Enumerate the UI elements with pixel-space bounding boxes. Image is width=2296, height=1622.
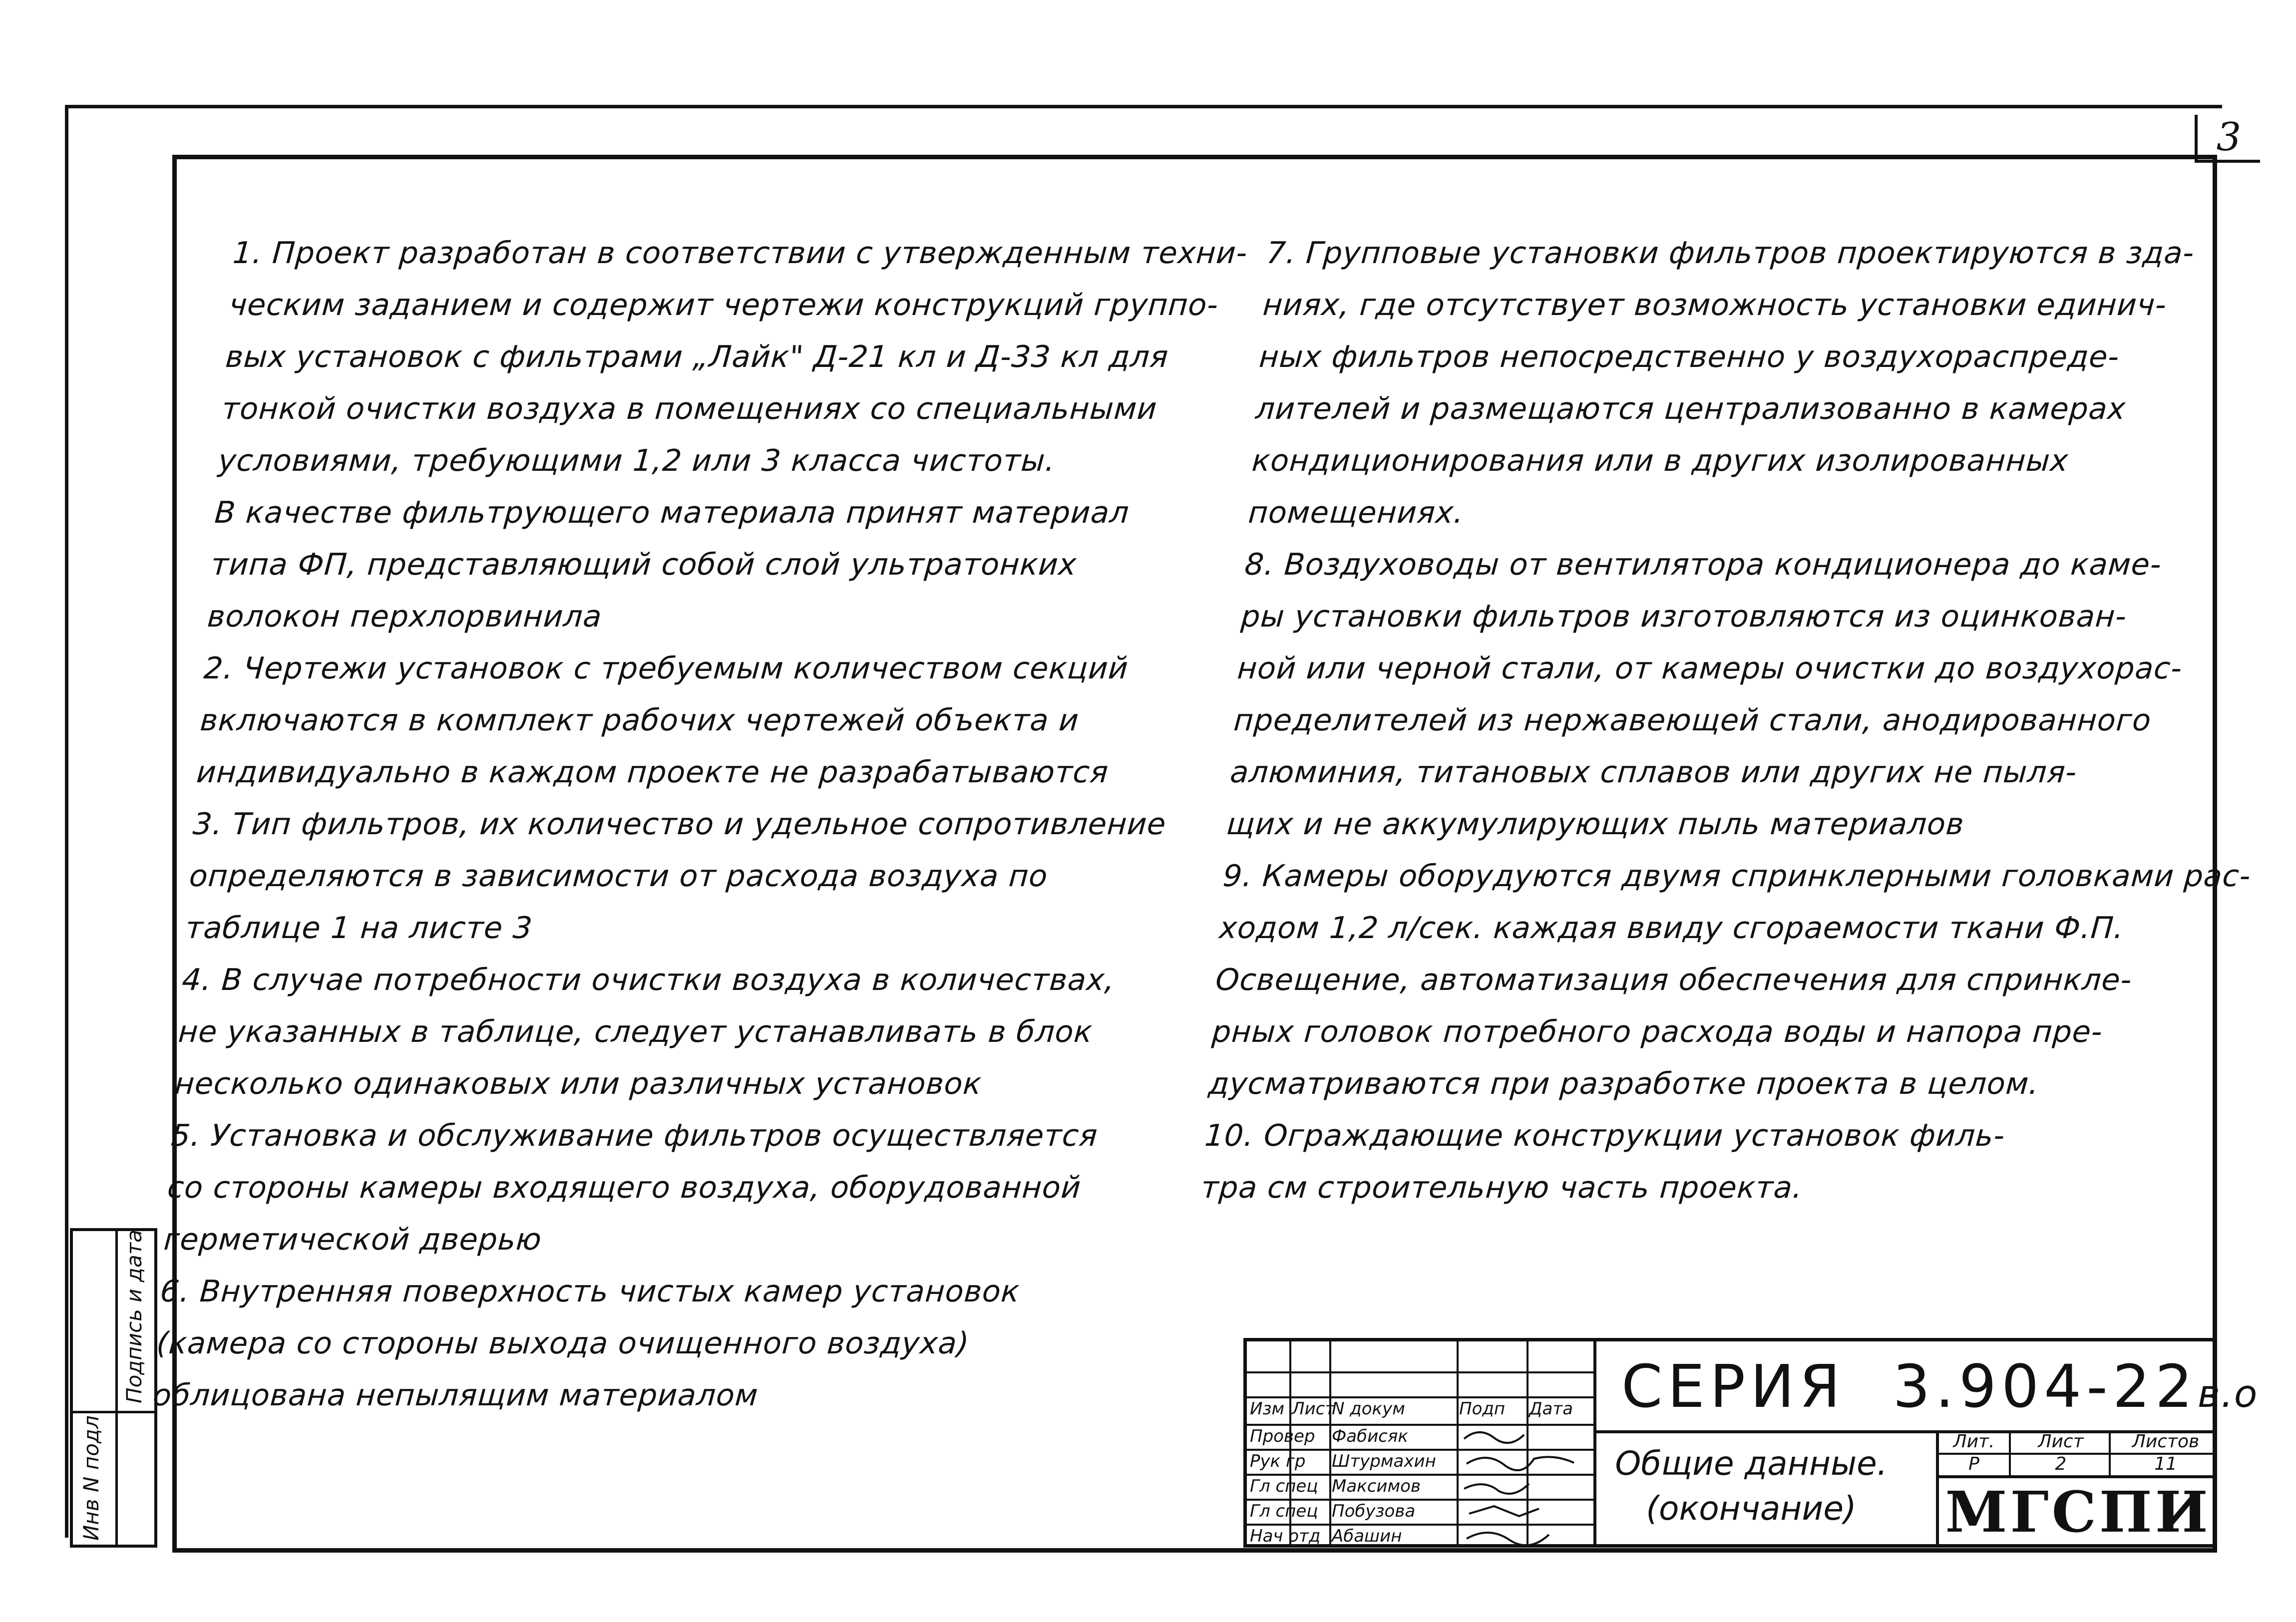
note-line: 9. Камеры оборудуются двумя спринклерными головками рас- [1221, 859, 2252, 894]
name-3: Максимов [1332, 1476, 1421, 1496]
header-ndokum: N докум [1332, 1399, 1405, 1419]
note-line: 5. Установка и обслуживание фильтров осуществляется [170, 1118, 1099, 1153]
signatures-grid [1247, 1341, 1596, 1544]
note-line: 8. Воздуховоды от вентилятора кондиционера до каме- [1243, 547, 2163, 582]
note-line: В качестве фильтрующего материала принят материал [213, 495, 1131, 530]
note-line: герметической дверью [162, 1222, 543, 1257]
inv-number-label: Инв N подл [79, 1415, 103, 1541]
header-izm: Изм [1250, 1399, 1285, 1419]
note-line: ходом 1,2 л/сек. каждая ввиду сгораемости ткани Ф.П. [1218, 911, 2125, 946]
name-5: Абашин [1332, 1526, 1402, 1546]
note-line: 4. В случае потребности очистки воздуха в количествах, [181, 963, 1116, 997]
organization-name: МГСПИ [1945, 1480, 2211, 1545]
note-line: щих и не аккумулирующих пыль материалов [1225, 807, 1965, 842]
note-line: 7. Групповые установки фильтров проектируются в зда- [1265, 236, 2196, 271]
note-line: рных головок потребного расхода воды и напора пре- [1210, 1014, 2104, 1049]
outer-frame-top [65, 105, 2222, 108]
notes-left-column [151, 227, 1249, 1421]
title-block [1243, 1338, 2259, 1548]
role-4: Гл спец [1250, 1501, 1318, 1521]
note-line: несколько одинаковых или различных установок [173, 1066, 983, 1101]
note-line: пределителей из нержавеющей стали, анодированного [1232, 703, 2153, 738]
series-suffix: в.о [2197, 1371, 2259, 1416]
sheet-meta-values [1939, 1453, 2217, 1478]
note-line: дусматриваются при разработке проекта в целом. [1207, 1066, 2040, 1101]
role-1: Провер [1250, 1426, 1315, 1446]
sheet-number: 3 [2195, 115, 2260, 163]
note-line: не указанных в таблице, следует устанавливать в блок [177, 1014, 1094, 1049]
signature-scribbles [1459, 1424, 1594, 1549]
sheet-meta [1936, 1430, 2217, 1548]
note-line: лителей и размещаются централизованно в камерах [1254, 391, 2127, 426]
header-list: Лист [1292, 1399, 1335, 1419]
note-line: 3. Тип фильтров, их количество и удельное сопротивление [191, 807, 1167, 842]
note-line: 6. Внутренняя поверхность чистых камер установок [159, 1274, 1021, 1309]
series-designation [1621, 1349, 2258, 1431]
note-line: облицована непылящим материалом [151, 1378, 760, 1413]
note-line: помещениях. [1247, 495, 1465, 530]
role-3: Гл спец [1250, 1476, 1318, 1496]
side-stamp [70, 1228, 157, 1548]
side-stamp-divider [115, 1231, 118, 1545]
header-data: Дата [1529, 1399, 1573, 1419]
lit-value: Р [1968, 1454, 1979, 1474]
note-line: волокон перхлорвинила [206, 599, 603, 634]
name-1: Фабисяк [1332, 1426, 1408, 1446]
document-title-line2: (окончание) [1646, 1489, 1857, 1528]
note-line: 1. Проект разработан в соответствии с утвержденным техни- [231, 236, 1249, 271]
note-line: включаются в комплект рабочих чертежей объекта и [199, 703, 1081, 738]
role-5: Нач отд [1250, 1526, 1321, 1546]
note-line: алюминия, титановых сплавов или других не пыля- [1229, 755, 2078, 790]
note-line: индивидуально в каждом проекте не разрабатываются [195, 755, 1110, 790]
side-stamp-hdivider [73, 1411, 154, 1413]
note-line: Освещение, автоматизация обеспечения для спринкле- [1214, 963, 2133, 997]
role-2: Рук гр [1250, 1451, 1306, 1471]
list-value: 2 [2009, 1453, 2111, 1475]
list-label: Лист [2009, 1430, 2111, 1453]
note-line: (камера со стороны выхода очищенного воздуха) [155, 1326, 971, 1361]
series-prefix: СЕРИЯ [1621, 1352, 1846, 1421]
note-line: таблице 1 на листе 3 [184, 911, 534, 946]
note-line: 2. Чертежи установок с требуемым количеством секций [202, 651, 1130, 686]
listov-label: Листов [2109, 1430, 2221, 1453]
note-line: ры установки фильтров изготовляются из оцинкован- [1240, 599, 2128, 634]
note-line: ной или черной стали, от камеры очистки до воздухорас- [1236, 651, 2184, 686]
sheet-meta-header [1939, 1430, 2217, 1455]
note-line: ных фильтров непосредственно у воздухораспреде- [1258, 339, 2121, 374]
note-line: ческим заданием и содержит чертежи конструкций группо- [228, 288, 1220, 323]
name-2: Штурмахин [1332, 1451, 1436, 1471]
note-line: ниях, где отсутствует возможность установки единич- [1261, 288, 2168, 323]
note-line: условиями, требующими 1,2 или 3 класса чистоты. [217, 443, 1057, 478]
listov-value: 11 [2109, 1453, 2221, 1475]
note-line: кондиционирования или в других изолированных [1250, 443, 2070, 478]
note-line: тонкой очистки воздуха в помещениях со специальными [221, 391, 1158, 426]
series-number: 3.904-22 [1893, 1352, 2198, 1421]
name-4: Побузова [1332, 1501, 1416, 1521]
notes-right-column [1199, 227, 2252, 1214]
note-line: определяются в зависимости от расхода воздуха по [188, 859, 1049, 894]
note-line: типа ФП, представляющий собой слой ультратонких [210, 547, 1078, 582]
outer-frame-left [65, 105, 68, 1538]
document-title [1611, 1441, 1891, 1531]
note-line: вых установок с фильтрами „Лайк" Д-21 кл и Д-33 кл для [224, 339, 1170, 374]
note-line: со стороны камеры входящего воздуха, оборудованной [166, 1170, 1083, 1205]
document-title-line1: Общие данные. [1615, 1444, 1888, 1483]
header-podp: Подп [1459, 1399, 1506, 1419]
note-line: тра см строительную часть проекта. [1200, 1170, 1804, 1205]
lit-label: Лит. [1953, 1431, 1995, 1452]
note-line: 10. Ограждающие конструкции установок филь- [1203, 1118, 2006, 1153]
signature-date-label: Подпись и дата [122, 1230, 146, 1403]
